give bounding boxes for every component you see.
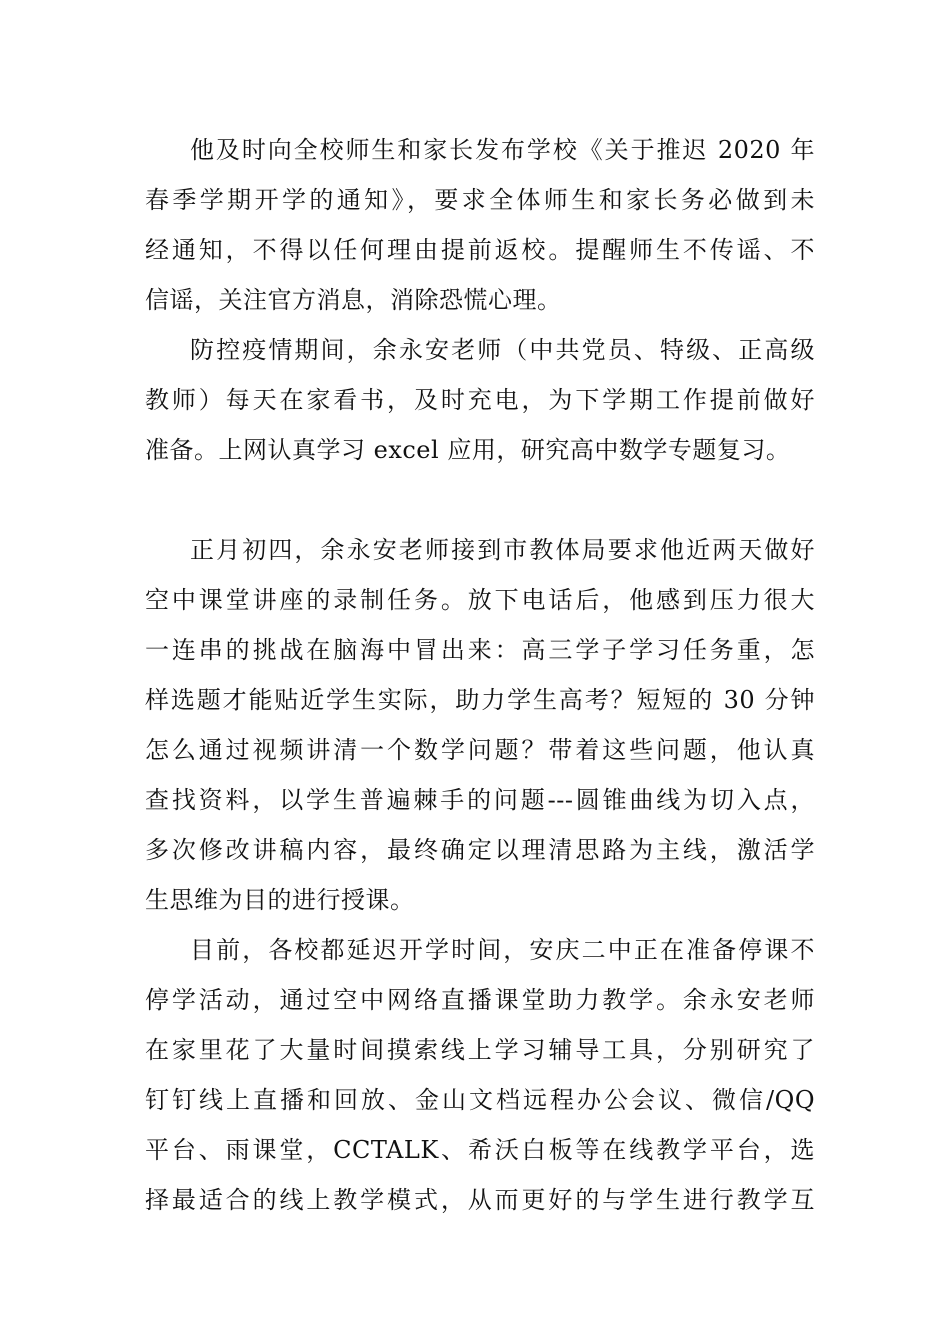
text-line: 信谣，关注官方消息，消除恐慌心理。	[145, 286, 562, 314]
text-line: 防控疫情期间，余永安老师（中共党员、特级、正高级	[190, 336, 815, 364]
text-line: 教师）每天在家看书，及时充电，为下学期工作提前做好	[145, 386, 815, 414]
text-line: 生思维为目的进行授课。	[145, 886, 415, 914]
text-line: 经通知，不得以任何理由提前返校。提醒师生不传谣、不	[145, 236, 815, 264]
text-line: 正月初四，余永安老师接到市教体局要求他近两天做好	[190, 536, 815, 564]
text-line: 样选题才能贴近学生实际，助力学生高考？短短的 30 分钟	[145, 686, 815, 714]
text-line: 钉钉线上直播和回放、金山文档远程办公会议、微信/QQ	[145, 1086, 815, 1114]
text-line: 目前，各校都延迟开学时间，安庆二中正在准备停课不	[190, 936, 815, 964]
text-line: 他及时向全校师生和家长发布学校《关于推迟 2020 年	[190, 136, 815, 164]
text-line: 择最适合的线上教学模式，从而更好的与学生进行教学互	[145, 1186, 815, 1214]
text-line: 停学活动，通过空中网络直播课堂助力教学。余永安老师	[145, 986, 815, 1014]
text-line: 多次修改讲稿内容，最终确定以理清思路为主线，激活学	[145, 836, 815, 864]
text-line: 在家里花了大量时间摸索线上学习辅导工具，分别研究了	[145, 1036, 815, 1064]
text-line: 准备。上网认真学习 excel 应用，研究高中数学专题复习。	[145, 436, 791, 464]
text-line: 春季学期开学的通知》，要求全体师生和家长务必做到未	[145, 186, 815, 214]
text-line: 空中课堂讲座的录制任务。放下电话后，他感到压力很大	[145, 586, 815, 614]
text-line: 一连串的挑战在脑海中冒出来：高三学子学习任务重，怎	[145, 636, 815, 664]
text-line: 怎么通过视频讲清一个数学问题？带着这些问题，他认真	[145, 736, 815, 764]
text-line: 平台、雨课堂，CCTALK、希沃白板等在线教学平台，选	[145, 1136, 815, 1164]
text-line: 查找资料，以学生普遍棘手的问题---圆锥曲线为切入点，	[145, 786, 815, 814]
